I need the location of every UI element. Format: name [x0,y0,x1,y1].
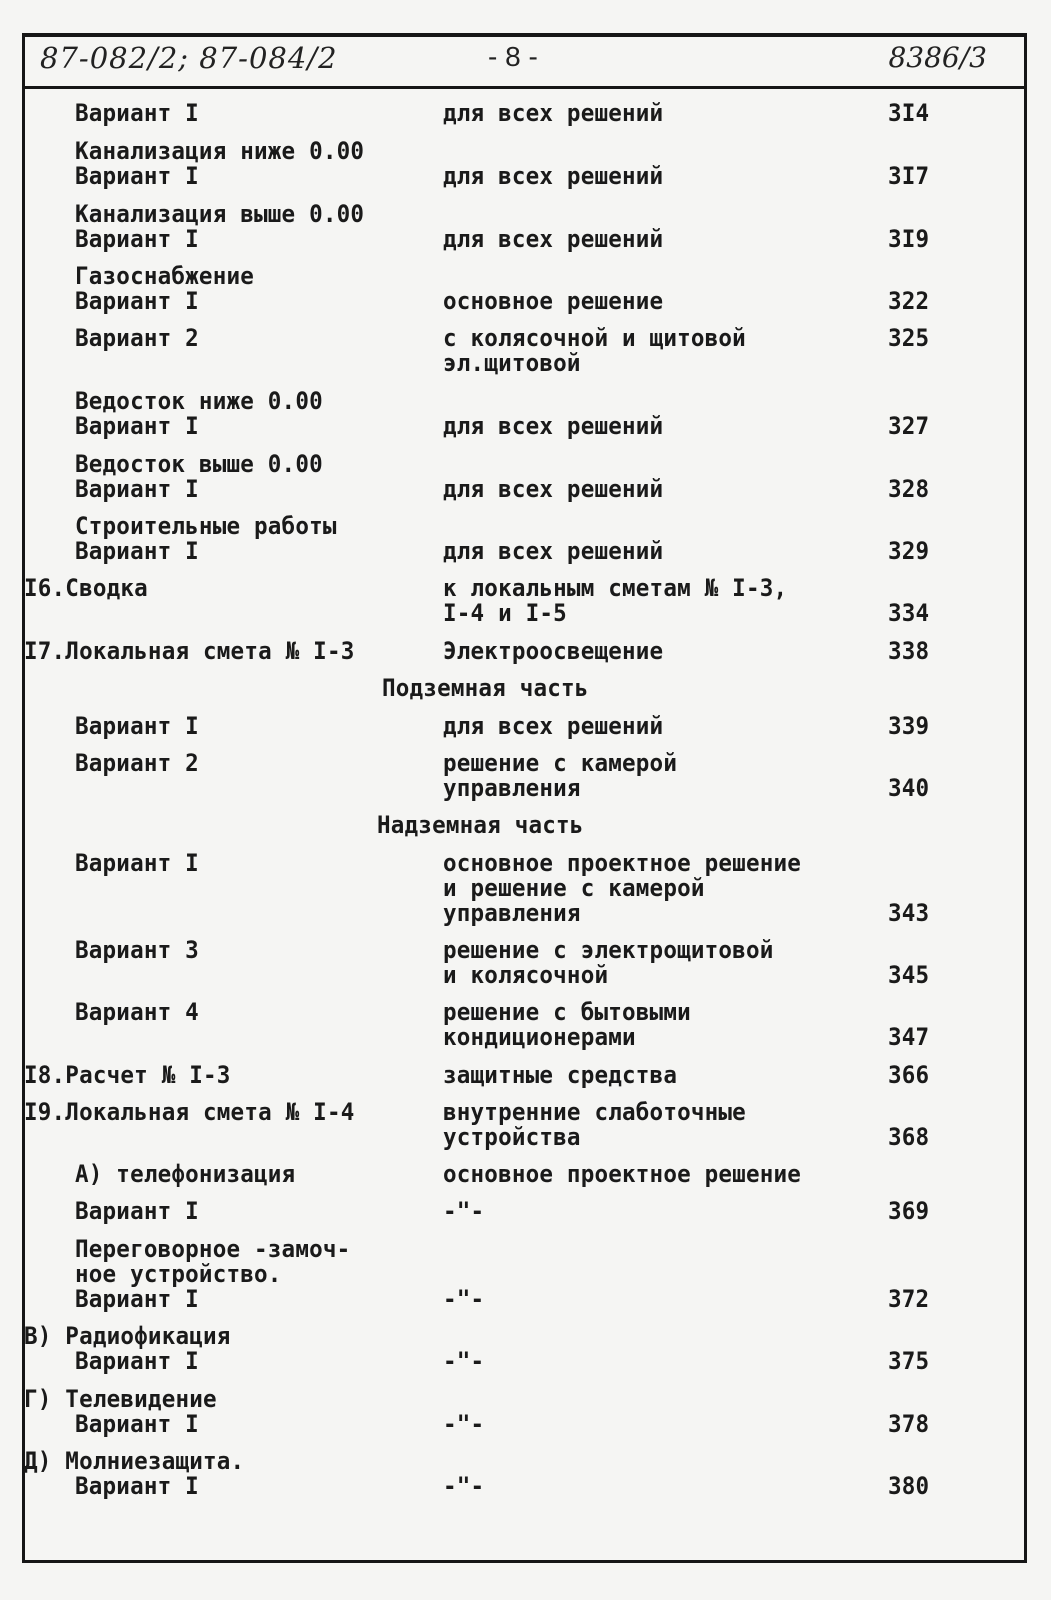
entry-page: 325 [888,324,930,352]
entry-title: Вариант I [75,412,199,440]
entry-description: для всех решений [443,475,664,503]
entry-page: 375 [888,1347,930,1375]
ditto-mark: -"- [443,1410,485,1438]
entry-title: Вариант I [75,1472,199,1500]
entry-description-cont: I-4 и I-5 [443,599,567,627]
entry-title: Вариант I [75,99,199,127]
entry-title: Вариант I [75,1347,199,1375]
ditto-mark: -"- [443,1472,485,1500]
entry-title: Вариант 2 [75,324,199,352]
entry-description: решение с бытовыми [443,998,691,1026]
entry-description-cont: устройства [443,1123,581,1151]
entry-description: для всех решений [443,537,664,565]
entry-heading: Переговорное -замоч- [75,1235,351,1263]
document-code-left: 87-082/2; 87-084/2 [40,41,338,75]
entry-heading: Ведосток ниже 0.00 [75,387,323,415]
entry-heading: Ведосток выше 0.00 [75,450,323,478]
entry-page: 345 [888,961,930,989]
entry-page: 343 [888,899,930,927]
entry-heading: Канализация выше 0.00 [75,200,365,228]
page-header [22,33,1027,89]
page-number: - 8 - [488,41,538,72]
entry-heading-cont: ное устройство. [75,1260,282,1288]
entry-description: решение с камерой [443,749,678,777]
entry-title: Вариант I [75,287,199,315]
entry-description-cont: и решение с камерой [443,874,705,902]
entry-title: Вариант I [75,1285,199,1313]
entry-page: 339 [888,712,930,740]
entry-description: Электроосвещение [443,637,664,665]
entry-page: 322 [888,287,930,315]
entry-title: Вариант I [75,475,199,503]
entry-title: Вариант I [75,162,199,190]
entry-page: 3I9 [888,225,930,253]
entry-description: для всех решений [443,225,664,253]
entry-description-cont: управления [443,774,581,802]
ditto-mark: -"- [443,1197,485,1225]
document-code-right: 8386/3 [888,41,987,74]
entry-title: Вариант I [75,1197,199,1225]
entry-description: основное решение [443,287,664,315]
entry-page: 368 [888,1123,930,1151]
subsection-heading: Подземная часть [382,674,589,702]
entry-title: Вариант I [75,712,199,740]
subsection-title: Д) Молниезащита. [24,1447,245,1475]
subsection-title: Г) Телевидение [24,1385,217,1413]
entry-title: Вариант 4 [75,998,199,1026]
entry-description: с колясочной и щитовой [443,324,746,352]
entry-page: 378 [888,1410,930,1438]
entry-title: Вариант I [75,849,199,877]
entry-title: А) телефонизация [75,1160,296,1188]
entry-heading: Газоснабжение [75,262,255,290]
section-title: I9.Локальная смета № I-4 [24,1098,355,1126]
entry-page: 347 [888,1023,930,1051]
entry-description: для всех решений [443,412,664,440]
section-title: I6.Сводка [24,574,148,602]
entry-page: 329 [888,537,930,565]
entry-description: для всех решений [443,99,664,127]
section-title: I7.Локальная смета № I-3 [24,637,355,665]
entry-page: 366 [888,1061,930,1089]
subsection-title: В) Радиофикация [24,1322,231,1350]
entry-page: 369 [888,1197,930,1225]
entry-title: Вариант I [75,537,199,565]
entry-description-cont: кондиционерами [443,1023,636,1051]
entry-page: 328 [888,475,930,503]
entry-title: Вариант I [75,225,199,253]
entry-description-cont: и колясочной [443,961,609,989]
entry-description-cont: управления [443,899,581,927]
entry-heading: Строительные работы [75,512,337,540]
entry-description: для всех решений [443,712,664,740]
entry-description: основное проектное решение [443,1160,802,1188]
entry-page: 340 [888,774,930,802]
entry-page: 327 [888,412,930,440]
entry-description: к локальным сметам № I-3, [443,574,788,602]
entry-description: основное проектное решение [443,849,802,877]
section-title: I8.Расчет № I-3 [24,1061,231,1089]
entry-page: 380 [888,1472,930,1500]
entry-page: 338 [888,637,930,665]
entry-description-cont: эл.щитовой [443,349,581,377]
entry-title: Вариант 3 [75,936,199,964]
entry-description: решение с электрощитовой [443,936,774,964]
entry-description: для всех решений [443,162,664,190]
entry-description: защитные средства [443,1061,678,1089]
entry-page: 3I4 [888,99,930,127]
entry-title: Вариант I [75,1410,199,1438]
subsection-heading: Надземная часть [377,811,584,839]
entry-page: 3I7 [888,162,930,190]
entry-page: 372 [888,1285,930,1313]
ditto-mark: -"- [443,1347,485,1375]
entry-page: 334 [888,599,930,627]
entry-heading: Канализация ниже 0.00 [75,137,365,165]
ditto-mark: -"- [443,1285,485,1313]
entry-description: внутренние слаботочные [443,1098,746,1126]
entry-title: Вариант 2 [75,749,199,777]
